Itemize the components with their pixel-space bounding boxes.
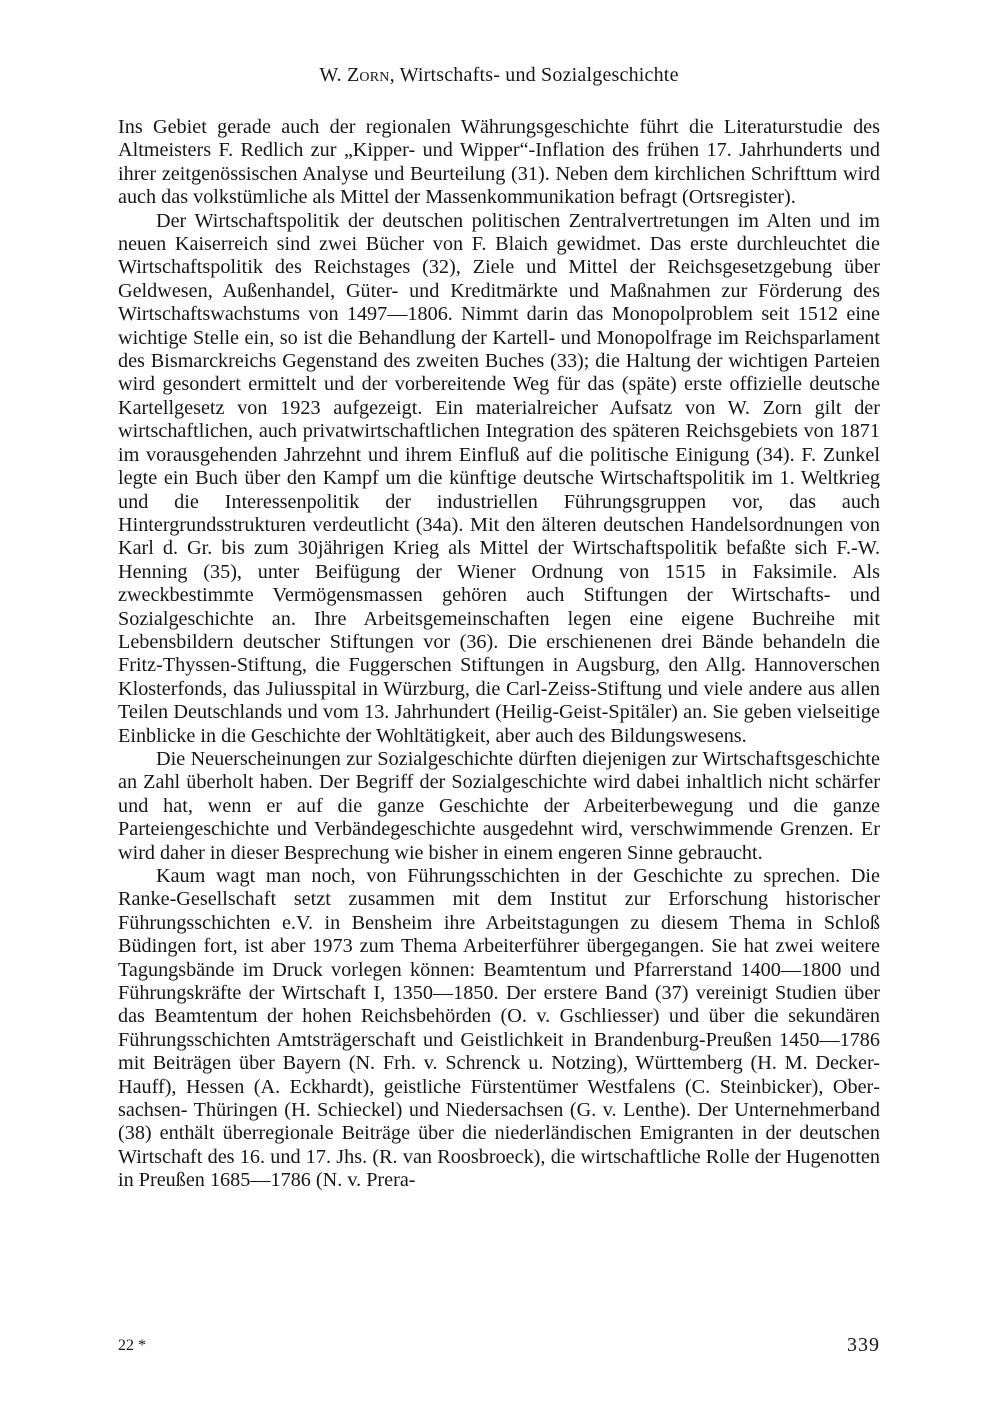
header-author-surname: Zorn xyxy=(346,64,390,86)
page-number: 339 xyxy=(847,1334,880,1356)
body-text xyxy=(118,116,880,1193)
paragraph-economic-policy: Der Wirtschaftspolitik der deutschen politischen Zentralvertretungen im Alten und im neuen Kaiserreich sind zwei Bücher von F. Blaich gewidmet. Das erste durchleuchtet die Wirtschaftspolitik des Reichstages (32), Ziele und Mittel der Reichsgesetzgebung über Geldwesen, Außenhandel, Güter- und Kreditmärkte und Maßnahmen zur Förderung des Wirtschaftswachstums von 1497—1806. Nimmt darin das Monopolproblem seit 1512 eine wichtige Stelle ein, so ist die Behandlung der Kartell- und Monopolfrage im Reichsparlament des Bismarckreichs Gegenstand des zweiten Buches (33); die Haltung der wichtigen Parteien wird gesondert ermittelt und der vorbereitende Weg für das (späte) erste offizielle deutsche Kartellgesetz von 1923 aufgezeigt. Ein materialreicher Aufsatz von W. Zorn gilt der wirtschaftlichen, auch privatwirtschaftlichen Integration des späteren Reichsgebiets von 1871 im vorausgehenden Jahrzehnt und ihrem Einfluß auf die politische Einigung (34). F. Zunkel legte ein Buch über den Kampf um die künftige deutsche Wirtschaftspolitik im 1. Weltkrieg und die Interessenpolitik der industriellen Führungsgruppen vor, das auch Hintergrundsstrukturen verdeutlicht (34a). Mit den älteren deutschen Handelsordnungen von Karl d. Gr. bis zum 30jährigen Krieg als Mittel der Wirtschaftspolitik befaßte sich F.-W. Henning (35), unter Beifügung der Wiener Ordnung von 1515 in Faksimile. Als zweckbestimmte Vermögensmassen gehören auch Stiftungen der Wirtschafts- und Sozialgeschichte an. Ihre Arbeitsgemeinschaften legen eine eigene Buchreihe mit Lebensbildern deutscher Stiftungen vor (36). Die erschienenen drei Bände behandeln die Fritz-Thyssen-Stiftung, die Fuggerschen Stiftungen in Augsburg, den Allg. Hannoverschen Klosterfonds, das Juliusspital in Würzburg, die Carl-Zeiss-Stiftung und viele andere aus allen Teilen Deutschlands und vom 13. Jahrhundert (Heilig-Geist-Spitäler) an. Sie geben vielseitige Einblicke in die Geschichte der Wohltätigkeit, aber auch des Bildungswesens. xyxy=(118,209,880,747)
paragraph-leadership-strata: Kaum wagt man noch, von Führungsschichten in der Geschichte zu sprechen. Die Ranke-Gesellschaft setzt zusammen mit dem Institut zur Erforschung historischer Führungsschichten e.V. in Bensheim ihre Arbeitstagungen zu diesem Thema in Schloß Büdingen fort, ist aber 1973 zum Thema Arbeiterführer übergegangen. Sie hat zwei weitere Tagungsbände im Druck vorlegen können: Beamtentum und Pfarrerstand 1400—1800 und Führungskräfte der Wirtschaft I, 1350—1850. Der erstere Band (37) vereinigt Studien über das Beamtentum der hohen Reichsbehörden (O. v. Gschliesser) und über die sekundären Führungsschichten Amtsträgerschaft und Geistlichkeit in Brandenburg-Preußen 1450—1786 mit Beiträgen über Bayern (N. Frh. v. Schrenck u. Notzing), Württemberg (H. M. Decker-Hauff), Hessen (A. Eckhardt), geistliche Fürstentümer Westfalens (C. Steinbicker), Obersachsen- Thüringen (H. Schieckel) und Niedersachsen (G. v. Lenthe). Der Unternehmerband (38) enthält überregionale Beiträge über die niederländischen Emigranten in der deutschen Wirtschaft des 16. und 17. Jhs. (R. van Roosbroeck), die wirtschaftliche Rolle der Hugenotten in Preußen 1685—1786 (N. v. Prera- xyxy=(118,865,880,1192)
signature-mark: 22 * xyxy=(118,1337,146,1354)
paragraph-social-history: Die Neuerscheinungen zur Sozialgeschichte dürften diejenigen zur Wirtschaftsgeschichte an Zahl überholt haben. Der Begriff der Sozialgeschichte wird dabei inhaltlich nicht schärfer und hat, wenn er auf die ganze Geschichte der Arbeiterbewegung und die ganze Parteiengeschichte und Verbändegeschichte ausgedehnt wird, verschwimmende Grenzen. Er wird daher in dieser Besprechung wie bisher in einem engeren Sinne gebraucht. xyxy=(118,747,880,864)
paragraph-currency-history: Ins Gebiet gerade auch der regionalen Währungsgeschichte führt die Literaturstudie des Altmeisters F. Redlich zur „Kipper- und Wipper“-Inflation des frühen 17. Jahrhunderts und ihrer zeitgenössischen Analyse und Beurteilung (31). Neben dem kirchlichen Schrifttum wird auch das volkstümliche als Mittel der Massenkommunikation befragt (Ortsregister). xyxy=(118,116,880,209)
header-author-initial: W. xyxy=(319,64,347,86)
header-title: , Wirtschafts- und Sozialgeschichte xyxy=(389,64,679,86)
running-header xyxy=(118,64,880,87)
